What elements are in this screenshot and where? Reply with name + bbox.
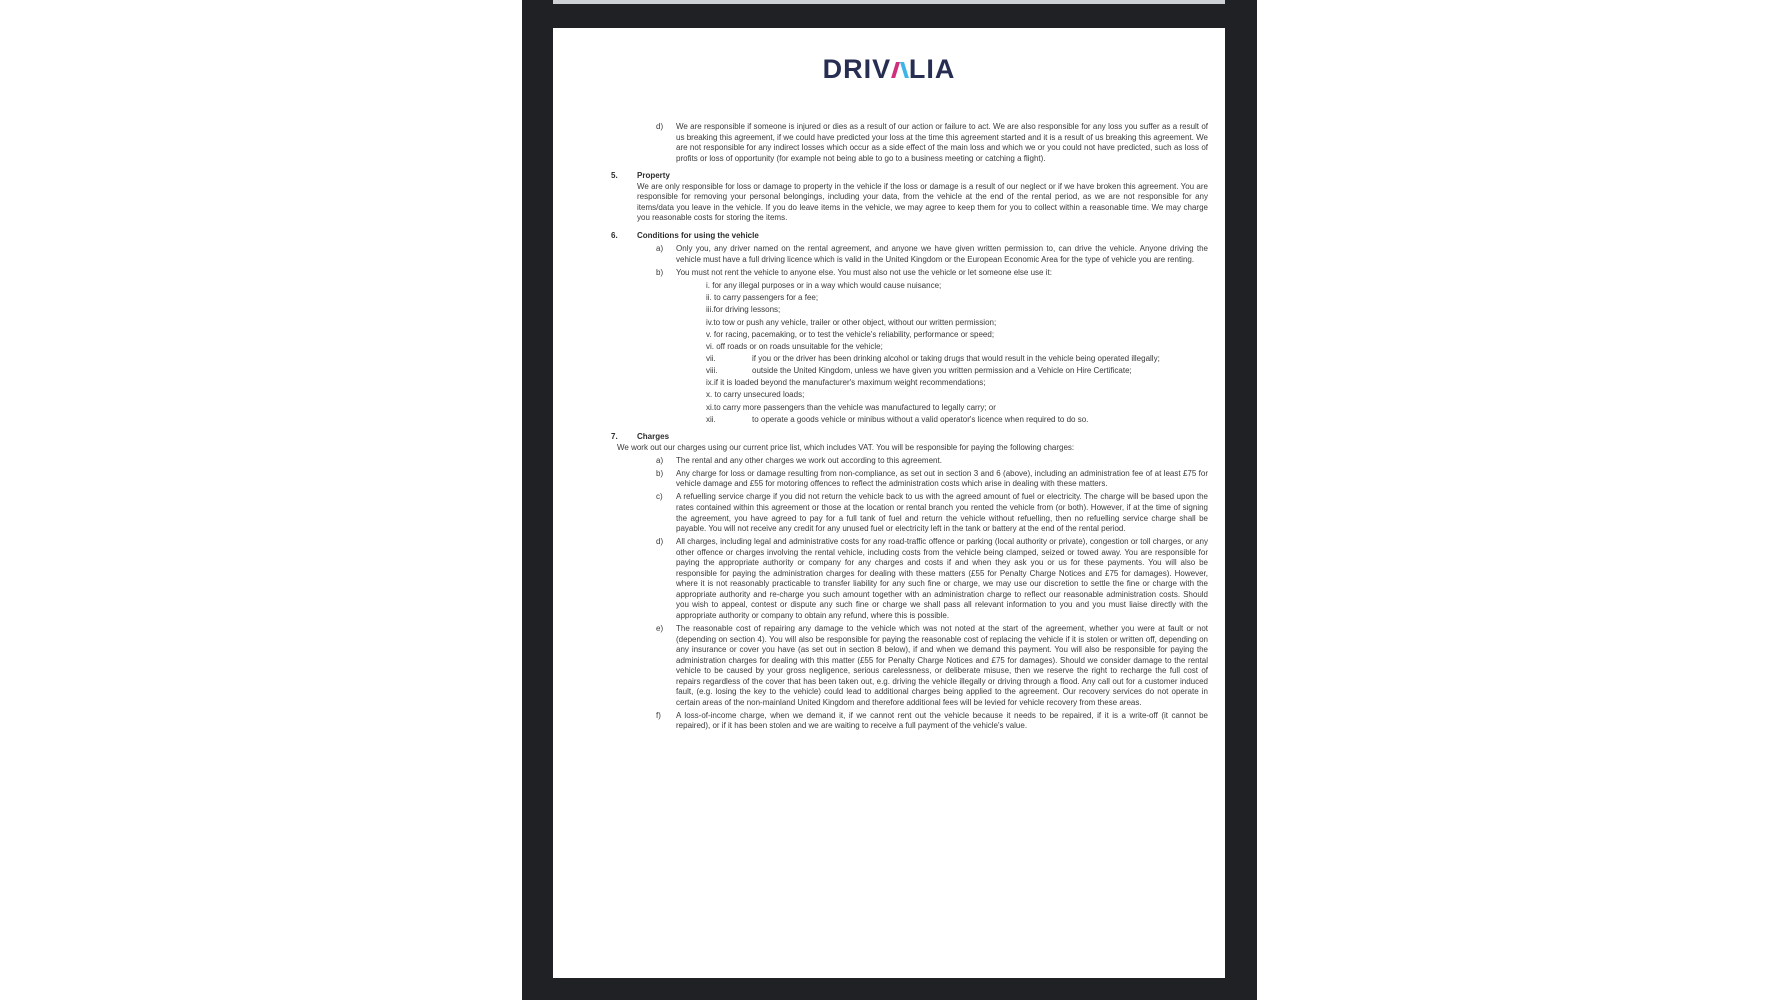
item-label: ii. xyxy=(706,293,712,303)
list-item-6b xyxy=(656,268,1208,279)
item-text: The reasonable cost of repairing any damage to the vehicle which was not noted at the start of the agreement, whether you were at fault or not (depending on section 4). You will also be responsible for paying the reasonable cost of replacing the vehicle if it is stolen or written off, depending on any insurance or cover you have (as set out in section 8 below), if and when we demand this payment. You will also be responsible for paying the administration charges for dealing with this matter (£55 for Penalty Charge Notices and £75 for damages). Should we consider damage to the rental vehicle to be caused by your gross negligence, serious carelessness, or deliberate misuse, then we reserve the right to recharge the full cost of repairs regardless of the cover that has been taken out, e.g. driving the vehicle illegally or driving through a flood. Any call out for a customer induced fault, (e.g. losing the key to the vehicle) could lead to additional charges being applied to the agreement. Our recovery services do not operate in certain areas of the non-mainland United Kingdom and therefore additional fees will be levied for vehicle recovery from these areas. xyxy=(676,624,1208,707)
drivalia-logo xyxy=(553,56,1225,82)
list-item-viii xyxy=(706,366,1208,377)
list-item-7e xyxy=(656,624,1208,708)
list-item-7d xyxy=(656,537,1208,621)
item-label: x. xyxy=(706,390,713,400)
list-item-xii xyxy=(706,414,1208,426)
list-item-vii xyxy=(706,353,1208,365)
item-label: ix. xyxy=(706,378,714,388)
list-item-xi xyxy=(706,403,1208,414)
item-label: viii. xyxy=(706,366,718,376)
item-text: for driving lessons; xyxy=(713,305,781,315)
section-7-heading xyxy=(611,432,1208,443)
list-item-d xyxy=(656,122,1208,164)
item-text: outside the United Kingdom, unless we have given you written permission and a Vehicle on Hire Certificate; xyxy=(752,366,1132,376)
item-label: iii. xyxy=(706,305,714,315)
item-text: if it is loaded beyond the manufacturer's maximum weight recommendations; xyxy=(714,378,986,388)
section-number: 7. xyxy=(611,432,618,442)
logo-text-post: LIA xyxy=(908,54,956,84)
list-item-iv xyxy=(706,318,1208,329)
item-label: a) xyxy=(656,243,664,253)
item-text: to carry passengers for a fee; xyxy=(714,293,819,303)
list-item-7b xyxy=(656,469,1208,490)
item-text: All charges, including legal and administrative costs for any road-traffic offence or parking (local authority or private), congestion or toll charges, or any other offence or charges involving the rental vehicle, including costs from the vehicle being clamped, seized or towed away. You are responsible for paying the appropriate authority or company for any charges and costs if and when they ask you or us for these payments. You will also be responsible for paying the administration charges for dealing with these matters (£55 for Penalty Charge Notices and £75 for damages). However, where it is not reasonably practicable to transfer liability for any such fine or charge, we may use our discretion to settle the fine or charge with the appropriate authority and re-charge you such amount together with an administration charge to reflect our reasonable administration costs. Should you wish to appeal, contest or dispute any such fine or charge we shall pass all relevant information to you and you must liaise directly with the appropriate authority or company to obtain any refund, where this is possible. xyxy=(676,537,1208,620)
section-number: 5. xyxy=(611,171,618,181)
section-title: Conditions for using the vehicle xyxy=(637,230,759,240)
terms-content xyxy=(611,122,1208,732)
list-item-iii xyxy=(706,305,1208,316)
list-item-7c xyxy=(656,492,1208,534)
item-text: off roads or on roads unsuitable for the vehicle; xyxy=(716,341,883,351)
item-label: a) xyxy=(656,455,664,465)
item-label: iv. xyxy=(706,317,714,327)
item-label: vii. xyxy=(706,353,716,363)
item-label: i. xyxy=(706,281,710,291)
section-7-intro: We work out our charges using our current price list, which includes VAT. You will be responsible for paying the following charges: xyxy=(617,442,1075,452)
item-label: c) xyxy=(656,492,663,502)
section-number: 6. xyxy=(611,230,618,240)
section-5-body: We are only responsible for loss or damage to property in the vehicle if the loss or damage is a result of our neglect or if we have broken this agreement. You are responsible for removing your personal belongings, including your data, from the vehicle at the end of the rental period, as we are not responsible for any items/data you leave in the vehicle. If you do leave items in the vehicle, we may agree to keep them for you to collect within a reasonable time. We may charge you reasonable costs for storing the items. xyxy=(637,181,1208,223)
item-label: xii. xyxy=(706,414,716,424)
item-text: to tow or push any vehicle, trailer or other object, without our written permission; xyxy=(713,317,997,327)
item-text: Any charge for loss or damage resulting from non-compliance, as set out in section 3 and 6 (above), including an administration fee of at least £75 for vehicle damage and £55 for motoring offences to reflect the administration costs which arise in dealing with these matters. xyxy=(676,468,1208,489)
list-item-ix xyxy=(706,378,1208,389)
list-item-7a xyxy=(656,456,1208,467)
item-label: b) xyxy=(656,268,664,278)
section-title: Charges xyxy=(637,432,670,442)
item-label: v. xyxy=(706,329,712,339)
item-text: A loss-of-income charge, when we demand it, if we cannot rent out the vehicle because it needs to be repaired, if it is a write-off (it cannot be repaired), or if it has been stolen and we are waiting to receive a full payment of the vehicle's value. xyxy=(676,710,1208,731)
item-text: for racing, pacemaking, or to test the vehicle's reliability, performance or speed; xyxy=(713,329,995,339)
item-text: A refuelling service charge if you did not return the vehicle back to us with the agreed amount of fuel or electricity. The charge will be based upon the rates contained within this agreement or those at the location or rental branch you rented the vehicle from (or both). However, if at the time of signing the agreement, you have agreed to pay for a full tank of fuel and return the vehicle without refuelling, then no refuelling service charge shall be payable. You will not receive any credit for any unused fuel or electricity left in the tank or battery at the end of the rental period. xyxy=(676,492,1208,534)
item-label: vi. xyxy=(706,341,714,351)
logo-text-pre: DRIV xyxy=(822,54,892,84)
list-item-7f xyxy=(656,711,1208,732)
item-text: if you or the driver has been drinking alcohol or taking drugs that would result in the vehicle being operated illegally; xyxy=(752,353,1160,363)
item-text: to operate a goods vehicle or minibus without a valid operator's licence when required to do so. xyxy=(752,414,1089,424)
document-page xyxy=(553,28,1225,978)
list-item-vi xyxy=(706,342,1208,353)
item-label: f) xyxy=(656,710,661,720)
item-label: xi. xyxy=(706,402,714,412)
previous-page-edge xyxy=(553,0,1225,4)
item-label: d) xyxy=(656,537,664,547)
item-label: e) xyxy=(656,624,664,633)
list-item-i xyxy=(706,281,1208,292)
item-text: Only you, any driver named on the rental agreement, and anyone we have given written permission to, can drive the vehicle. Anyone driving the vehicle must have a full driving licence which is valid in the United Kingdom or the European Economic Area for the type of vehicle you are renting. xyxy=(676,243,1208,264)
section-6-heading xyxy=(611,231,1208,242)
item-label: d) xyxy=(656,122,664,131)
section-5-heading xyxy=(611,171,1208,182)
list-item-v xyxy=(706,330,1208,341)
list-item-ii xyxy=(706,293,1208,304)
item-text: We are responsible if someone is injured or dies as a result of our action or failure to act. We are also responsible for any loss you suffer as a result of us breaking this agreement, if we could have predicted your loss at the time this agreement started and it is a result of us breaking this agreement. We are not responsible for any indirect losses which occur as a side effect of the main loss and which we or you could not have predicted, such as loss of profits or loss of opportunity (for example not being able to go to a business meeting or catching a flight). xyxy=(676,122,1208,163)
item-label: b) xyxy=(656,468,664,478)
item-text: You must not rent the vehicle to anyone else. You must also not use the vehicle or let someone else use it: xyxy=(676,268,1052,278)
logo-letter-a-icon xyxy=(891,61,909,78)
item-text: The rental and any other charges we work out according to this agreement. xyxy=(676,455,942,465)
item-text: to carry unsecured loads; xyxy=(714,390,805,400)
item-text: for any illegal purposes or in a way which would cause nuisance; xyxy=(712,281,942,291)
section-title: Property xyxy=(637,171,670,181)
list-item-6a xyxy=(656,244,1208,265)
item-text: to carry more passengers than the vehicle was manufactured to legally carry; or xyxy=(714,402,996,412)
list-item-x xyxy=(706,390,1208,401)
